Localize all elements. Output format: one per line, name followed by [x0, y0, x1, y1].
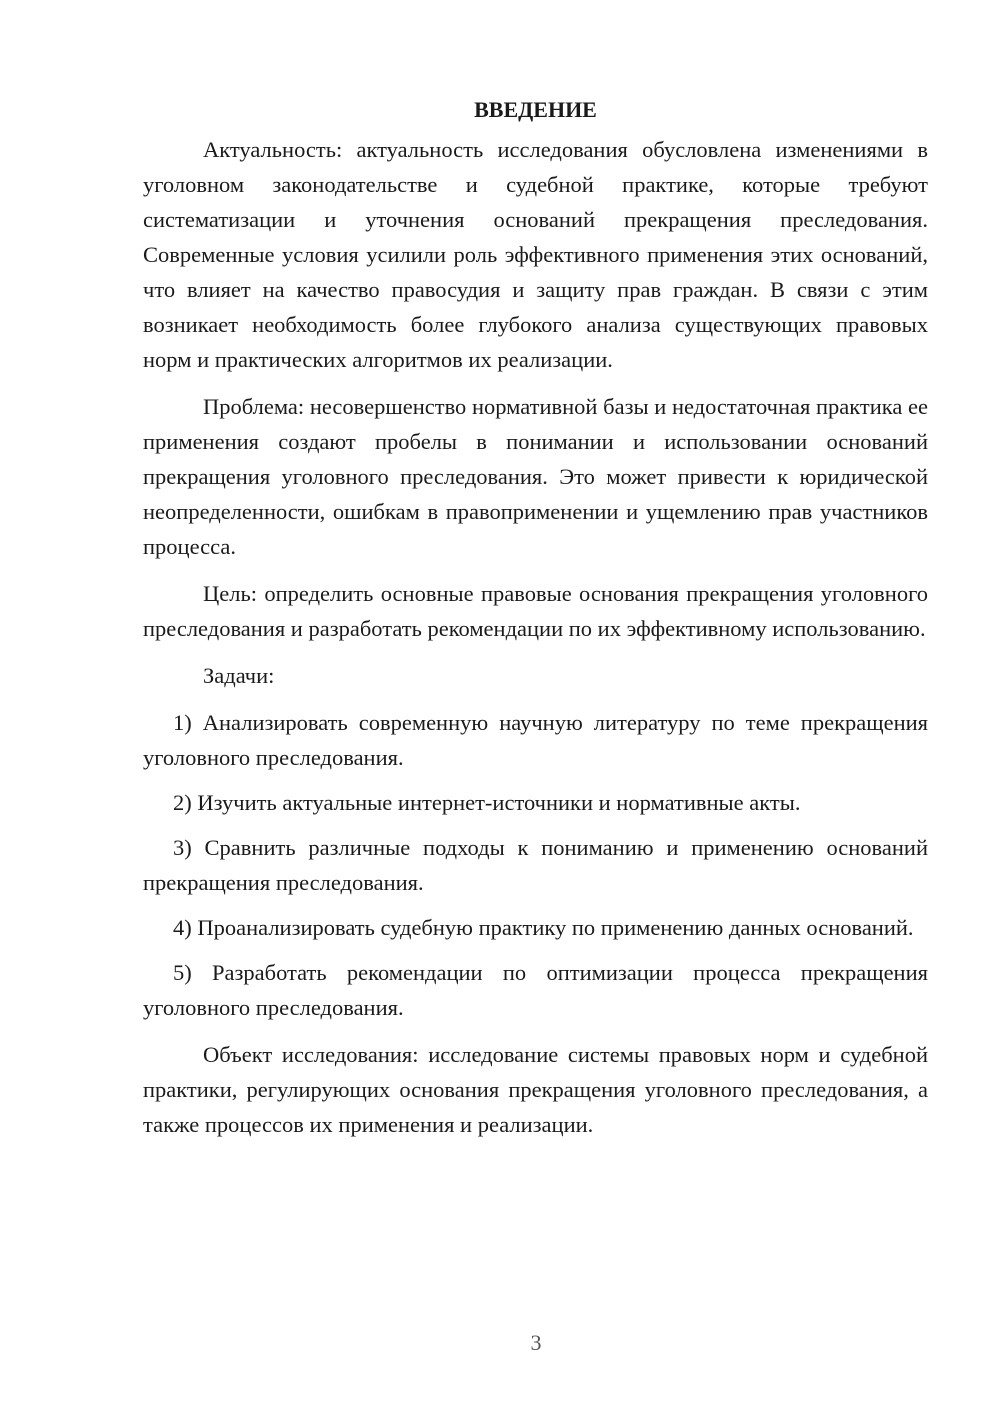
task-item-4: 4) Проанализировать судебную практику по применению данных оснований. — [173, 915, 914, 940]
task-item-1: 1) Анализировать современную научную литературу по теме прекращения уголовного преследования. — [143, 710, 928, 770]
task-item-5: 5) Разработать рекомендации по оптимизации процесса прекращения уголовного преследования. — [143, 960, 928, 1020]
tasks-heading: Задачи: — [203, 663, 275, 688]
paragraph-problem: Проблема: несовершенство нормативной базы и недостаточная практика ее применения создают пробелы в понимании и использовании оснований прекращения уголовного преследования. Это может привести к юридической неопределенности, ошибкам в правоприменении и ущемлению прав участников процесса. — [143, 394, 928, 559]
page-title: ВВЕДЕНИЕ — [474, 97, 597, 122]
paragraph-actuality: Актуальность: актуальность исследования обусловлена изменениями в уголовном законодательстве и судебной практике, которые требуют систематизации и уточнения оснований прекращения преследования. Современные условия усилили роль эффективного применения этих оснований, что влияет на качество правосудия и защиту прав граждан. В связи с этим возникает необходимость более глубокого анализа существующих правовых норм и практических алгоритмов их реализации. — [143, 137, 928, 372]
task-item-3: 3) Сравнить различные подходы к пониманию и применению оснований прекращения преследования. — [143, 835, 928, 895]
paragraph-object: Объект исследования: исследование системы правовых норм и судебной практики, регулирующих основания прекращения уголовного преследования, а также процессов их применения и реализации. — [143, 1042, 928, 1137]
document-page — [143, 90, 928, 1142]
page-number: 3 — [530, 1330, 542, 1355]
paragraph-goal: Цель: определить основные правовые основания прекращения уголовного преследования и разработать рекомендации по их эффективному использованию. — [143, 581, 928, 641]
task-item-2: 2) Изучить актуальные интернет-источники и нормативные акты. — [173, 790, 801, 815]
